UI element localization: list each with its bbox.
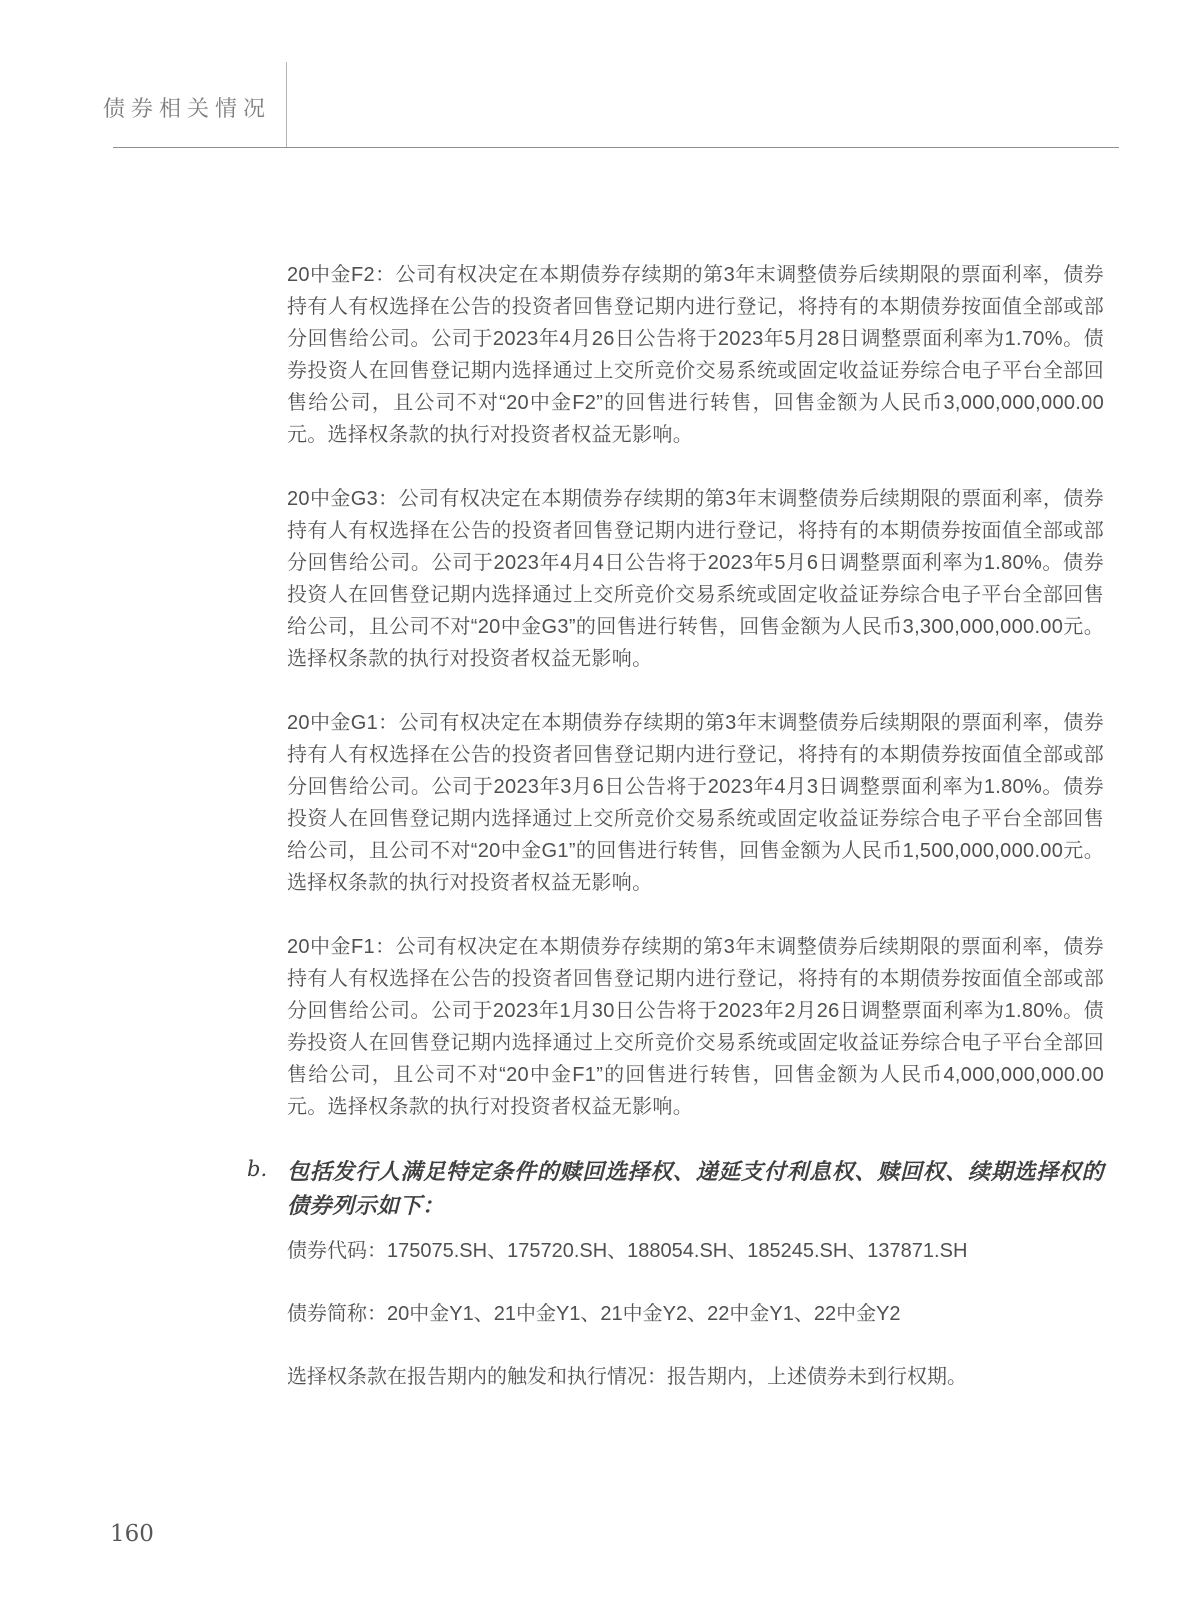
option-clause-status-line: 选择权条款在报告期内的触发和执行情况：报告期内，上述债券未到行权期。 — [287, 1366, 967, 1388]
section-b-label: b. — [247, 1157, 268, 1181]
bond-codes-line: 债券代码：175075.SH、175720.SH、188054.SH、185245.SH、137871.SH — [287, 1240, 968, 1262]
bond-paragraph-20zhongjin-g3: 20中金G3：公司有权决定在本期债券存续期的第3年末调整债券后续期限的票面利率，债券持有人有权选择在公告的投资者回售登记期内进行登记，将持有的本期债券按面值全部或部分回售给公司。公司于2023年4月4日公告将于2023年5月6日调整票面利率为1.80%。债券投资人在回售登记期内选择通过上交所竞价交易系统或固定收益证券综合电子平台全部回售给公司，且公司不对“20中金G3”的回售进行转售，回售金额为人民币3,300,000,000.00元。选择权条款的执行对投资者权益无影响。 — [287, 488, 1104, 670]
header-vertical-divider — [286, 62, 287, 147]
page-number: 160 — [110, 1521, 154, 1547]
page-header-title: 债券相关情况 — [103, 96, 272, 121]
document-body — [247, 259, 1104, 1424]
bond-paragraph-20zhongjin-f2: 20中金F2：公司有权决定在本期债券存续期的第3年末调整债券后续期限的票面利率，债券持有人有权选择在公告的投资者回售登记期内进行登记，将持有的本期债券按面值全部或部分回售给公司。公司于2023年4月26日公告将于2023年5月28日调整票面利率为1.70%。债券投资人在回售登记期内选择通过上交所竞价交易系统或固定收益证券综合电子平台全部回售给公司，且公司不对“20中金F2”的回售进行转售，回售金额为人民币3,000,000,000.00元。选择权条款的执行对投资者权益无影响。 — [287, 264, 1104, 446]
header-horizontal-rule — [113, 147, 1119, 148]
bond-paragraph-20zhongjin-g1: 20中金G1：公司有权决定在本期债券存续期的第3年末调整债券后续期限的票面利率，债券持有人有权选择在公告的投资者回售登记期内进行登记，将持有的本期债券按面值全部或部分回售给公司。公司于2023年3月6日公告将于2023年4月3日调整票面利率为1.80%。债券投资人在回售登记期内选择通过上交所竞价交易系统或固定收益证券综合电子平台全部回售给公司，且公司不对“20中金G1”的回售进行转售，回售金额为人民币1,500,000,000.00元。选择权条款的执行对投资者权益无影响。 — [287, 712, 1104, 894]
section-b — [247, 1155, 1104, 1223]
bond-short-names-line: 债券简称：20中金Y1、21中金Y1、21中金Y2、22中金Y1、22中金Y2 — [287, 1303, 901, 1325]
section-b-heading: 包括发行人满足特定条件的赎回选择权、递延支付利息权、赎回权、续期选择权的债券列示如下： — [287, 1159, 1104, 1219]
bond-paragraph-20zhongjin-f1: 20中金F1：公司有权决定在本期债券存续期的第3年末调整债券后续期限的票面利率，债券持有人有权选择在公告的投资者回售登记期内进行登记，将持有的本期债券按面值全部或部分回售给公司。公司于2023年1月30日公告将于2023年2月26日调整票面利率为1.80%。债券投资人在回售登记期内选择通过上交所竞价交易系统或固定收益证券综合电子平台全部回售给公司，且公司不对“20中金F1”的回售进行转售，回售金额为人民币4,000,000,000.00元。选择权条款的执行对投资者权益无影响。 — [287, 936, 1104, 1118]
